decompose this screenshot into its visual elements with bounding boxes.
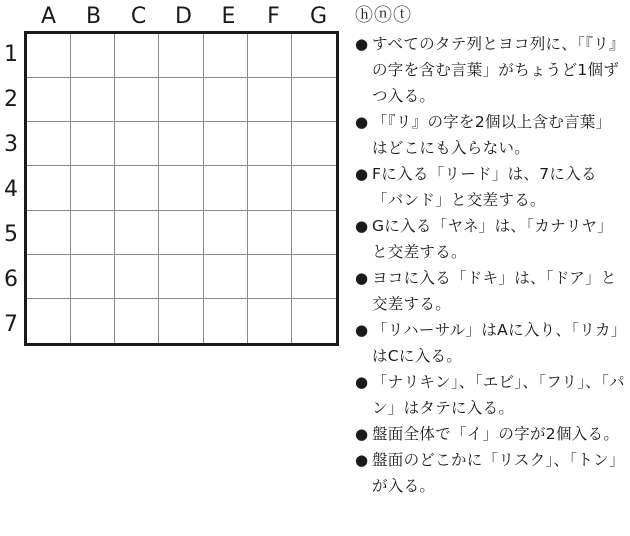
grid-cell-c3[interactable]	[115, 122, 159, 166]
grid-cell-b5[interactable]	[71, 211, 115, 255]
grid-cell-g4[interactable]	[292, 166, 336, 210]
hint-text: Fに入る「リード」は、7に入る「バンド」と交差する。	[372, 165, 597, 209]
column-label-f: F	[267, 4, 280, 29]
column-label-g: G	[309, 4, 328, 29]
bullet-icon: ●	[355, 113, 369, 131]
grid-cell-f6[interactable]	[248, 255, 292, 299]
grid-cell-d4[interactable]	[159, 166, 203, 210]
grid-cell-a2[interactable]	[27, 78, 71, 122]
grid-cell-f3[interactable]	[248, 122, 292, 166]
hint-item	[355, 421, 627, 447]
grid-cell-a7[interactable]	[27, 299, 71, 343]
row-label-6: 6	[4, 267, 18, 292]
hint-item	[355, 317, 627, 369]
grid-cell-e2[interactable]	[204, 78, 248, 122]
grid-cell-g5[interactable]	[292, 211, 336, 255]
grid-cell-e3[interactable]	[204, 122, 248, 166]
bullet-icon: ●	[355, 425, 369, 443]
grid-cell-e5[interactable]	[204, 211, 248, 255]
bullet-icon: ●	[355, 217, 369, 235]
hint-item	[355, 161, 627, 213]
grid-cell-b3[interactable]	[71, 122, 115, 166]
hint-item	[355, 369, 627, 421]
column-label-d: D	[175, 4, 192, 29]
hint-list	[355, 31, 627, 499]
grid-cell-e4[interactable]	[204, 166, 248, 210]
grid-cell-f2[interactable]	[248, 78, 292, 122]
grid-cell-b6[interactable]	[71, 255, 115, 299]
bullet-icon: ●	[355, 35, 369, 53]
hint-text: 「ナリキン」、「エビ」、「フリ」、「パン」はタテに入る。	[372, 373, 625, 417]
grid-cell-g2[interactable]	[292, 78, 336, 122]
row-label-1: 1	[4, 42, 18, 67]
grid-cell-g3[interactable]	[292, 122, 336, 166]
grid-cell-f1[interactable]	[248, 34, 292, 78]
hint-text: 「リハーサル」はAに入り、「リカ」はCに入る。	[372, 321, 627, 365]
grid-cell-b4[interactable]	[71, 166, 115, 210]
grid-cell-c2[interactable]	[115, 78, 159, 122]
grid-cell-g6[interactable]	[292, 255, 336, 299]
grid-cell-b2[interactable]	[71, 78, 115, 122]
column-label-e: E	[221, 4, 236, 29]
bullet-icon: ●	[355, 269, 369, 287]
hint-text: Gに入る「ヤネ」は、「カナリヤ」と交差する。	[372, 217, 613, 261]
grid-cell-g7[interactable]	[292, 299, 336, 343]
hint-text: ヨコに入る「ドキ」は、「ドア」と交差する。	[372, 269, 617, 313]
grid-cell-a5[interactable]	[27, 211, 71, 255]
row-label-5: 5	[4, 222, 18, 247]
grid-cell-c4[interactable]	[115, 166, 159, 210]
grid-cell-d7[interactable]	[159, 299, 203, 343]
hint-item	[355, 109, 627, 161]
grid-cell-a3[interactable]	[27, 122, 71, 166]
column-label-b: B	[85, 4, 102, 29]
row-label-2: 2	[4, 87, 18, 112]
hints-panel	[355, 3, 627, 499]
grid-cell-c5[interactable]	[115, 211, 159, 255]
hint-item	[355, 31, 627, 109]
grid-cell-f7[interactable]	[248, 299, 292, 343]
grid-cell-c6[interactable]	[115, 255, 159, 299]
hint-item	[355, 265, 627, 317]
grid-cell-b1[interactable]	[71, 34, 115, 78]
row-label-4: 4	[4, 177, 18, 202]
grid-cell-f5[interactable]	[248, 211, 292, 255]
hint-item	[355, 213, 627, 265]
grid-cell-b7[interactable]	[71, 299, 115, 343]
bullet-icon: ●	[355, 451, 369, 469]
hint-text: すべてのタテ列とヨコ列に、「『リ』の字を含む言葉」がちょうど1個ずつ入る。	[372, 35, 625, 105]
puzzle-grid	[24, 31, 339, 346]
hints-title: ⓗⓝⓣ	[355, 5, 412, 26]
row-label-3: 3	[4, 132, 18, 157]
grid-cell-d5[interactable]	[159, 211, 203, 255]
row-label-7: 7	[4, 312, 18, 337]
bullet-icon: ●	[355, 373, 369, 391]
column-label-c: C	[130, 4, 147, 29]
grid-cell-d2[interactable]	[159, 78, 203, 122]
hint-item	[355, 447, 627, 499]
grid-cell-a6[interactable]	[27, 255, 71, 299]
grid-cell-g1[interactable]	[292, 34, 336, 78]
hint-text: 盤面全体で「イ」の字が2個入る。	[372, 425, 620, 443]
grid-cell-c1[interactable]	[115, 34, 159, 78]
grid-cell-d3[interactable]	[159, 122, 203, 166]
column-label-a: A	[40, 4, 57, 29]
grid-cell-c7[interactable]	[115, 299, 159, 343]
grid-cell-e6[interactable]	[204, 255, 248, 299]
bullet-icon: ●	[355, 165, 369, 183]
hint-text: 盤面のどこかに「リスク」、「トン」が入る。	[372, 451, 625, 495]
grid-cell-a1[interactable]	[27, 34, 71, 78]
hint-text: 「『リ』の字を2個以上含む言葉」はどこにも入らない。	[372, 113, 612, 157]
bullet-icon: ●	[355, 321, 369, 339]
grid-cell-d1[interactable]	[159, 34, 203, 78]
grid-cell-d6[interactable]	[159, 255, 203, 299]
grid-cell-e1[interactable]	[204, 34, 248, 78]
grid-cell-f4[interactable]	[248, 166, 292, 210]
grid-cell-e7[interactable]	[204, 299, 248, 343]
grid-cell-a4[interactable]	[27, 166, 71, 210]
